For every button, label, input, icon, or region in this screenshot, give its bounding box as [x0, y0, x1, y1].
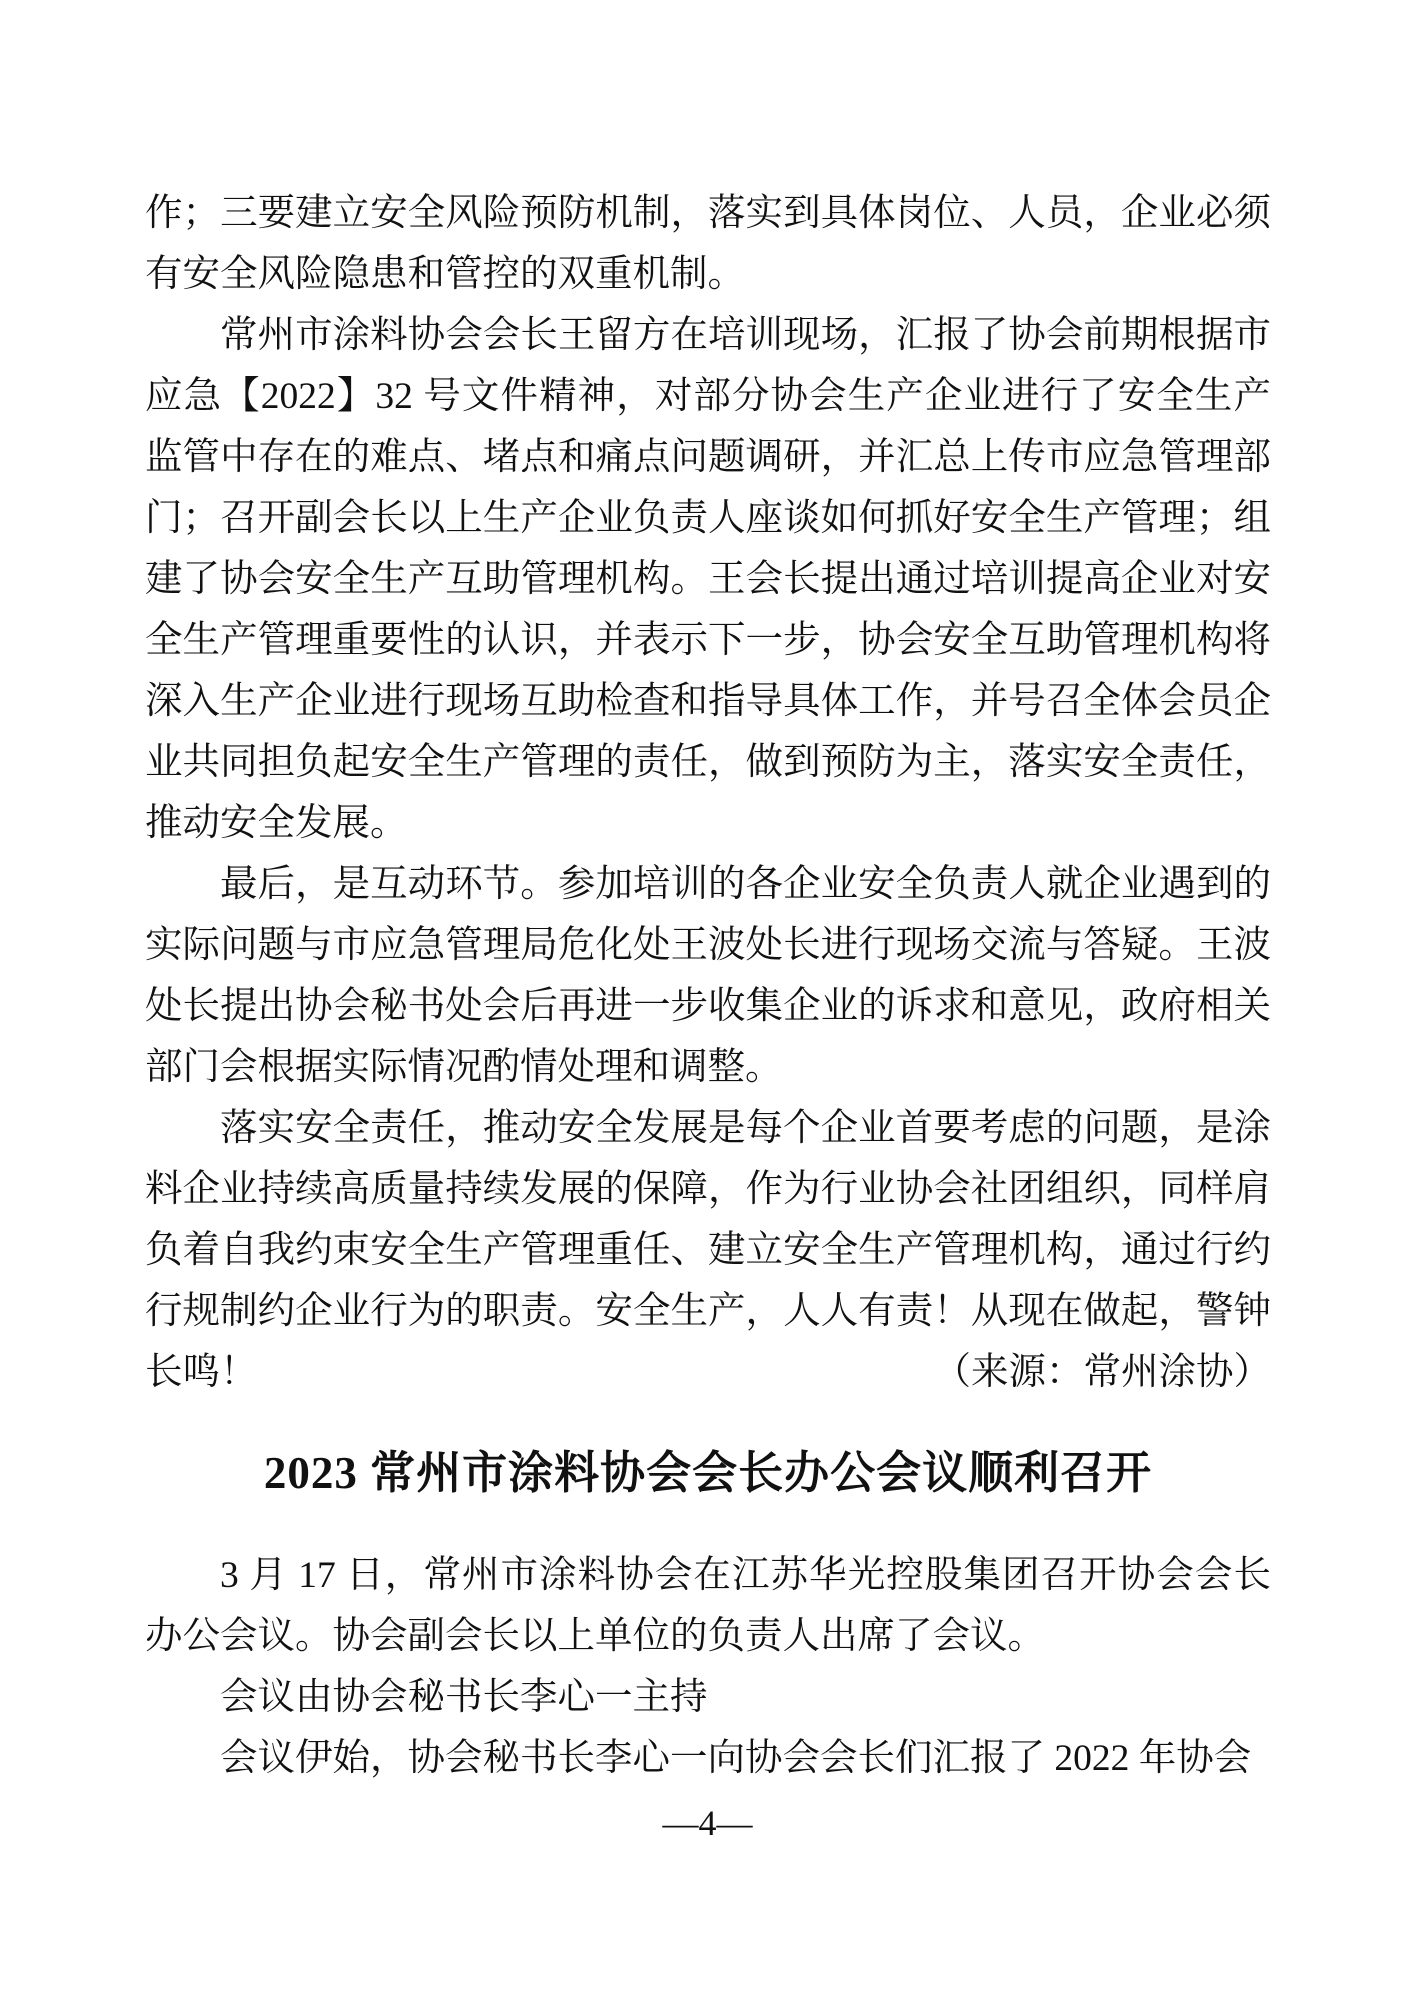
paragraph: 常州市涂料协会会长王留方在培训现场，汇报了协会前期根据市应急【2022】32 号文件精神，对部分协会生产企业进行了安全生产监管中存在的难点、堵点和痛点问题调研，并汇总上传市应急管理部门；召开副会长以上生产企业负责人座谈如何抓好安全生产管理；组建了协会安全生产互助管理机构。王会长提出通过培训提高企业对安全生产管理重要性的认识，并表示下一步，协会安全互助管理机构将深入生产企业进行现场互助检查和指导具体工作，并号召全体会员企业共同担负起安全生产管理的责任，做到预防为主，落实安全责任，推动安全发展。: [145, 315, 1271, 844]
paragraph: 最后，是互动环节。参加培训的各企业安全负责人就企业遇到的实际问题与市应急管理局危化处王波处长进行现场交流与答疑。王波处长提出协会秘书处会后再进一步收集企业的诉求和意见，政府相关部门会根据实际情况酌情处理和调整。: [145, 864, 1271, 1088]
page-content: [145, 183, 1271, 1789]
paragraph: 会议伊始，协会秘书长李心一向协会会长们汇报了 2022 年协会: [220, 1738, 1252, 1779]
page-number: —4—: [662, 1803, 753, 1843]
article-title: 2023 常州市涂料协会会长办公会议顺利召开: [263, 1448, 1153, 1498]
paragraph-continuation: 作；三要建立安全风险预防机制，落实到具体岗位、人员，企业必须有安全风险隐患和管控的双重机制。: [145, 193, 1271, 295]
paragraph: 落实安全责任，推动安全发展是每个企业首要考虑的问题，是涂料企业持续高质量持续发展的保障，作为行业协会社团组织，同样肩负着自我约束安全生产管理重任、建立安全生产管理机构，通过行约行规制约企业行为的职责。安全生产，人人有责！从现在做起，警钟长鸣！: [145, 1108, 1271, 1393]
source-attribution: （来源：常州涂协）: [933, 1352, 1271, 1393]
paragraph: 3 月 17 日，常州市涂料协会在江苏华光控股集团召开协会会长办公会议。协会副会长以上单位的负责人出席了会议。: [145, 1555, 1271, 1657]
paragraph: 会议由协会秘书长李心一主持: [220, 1677, 708, 1718]
